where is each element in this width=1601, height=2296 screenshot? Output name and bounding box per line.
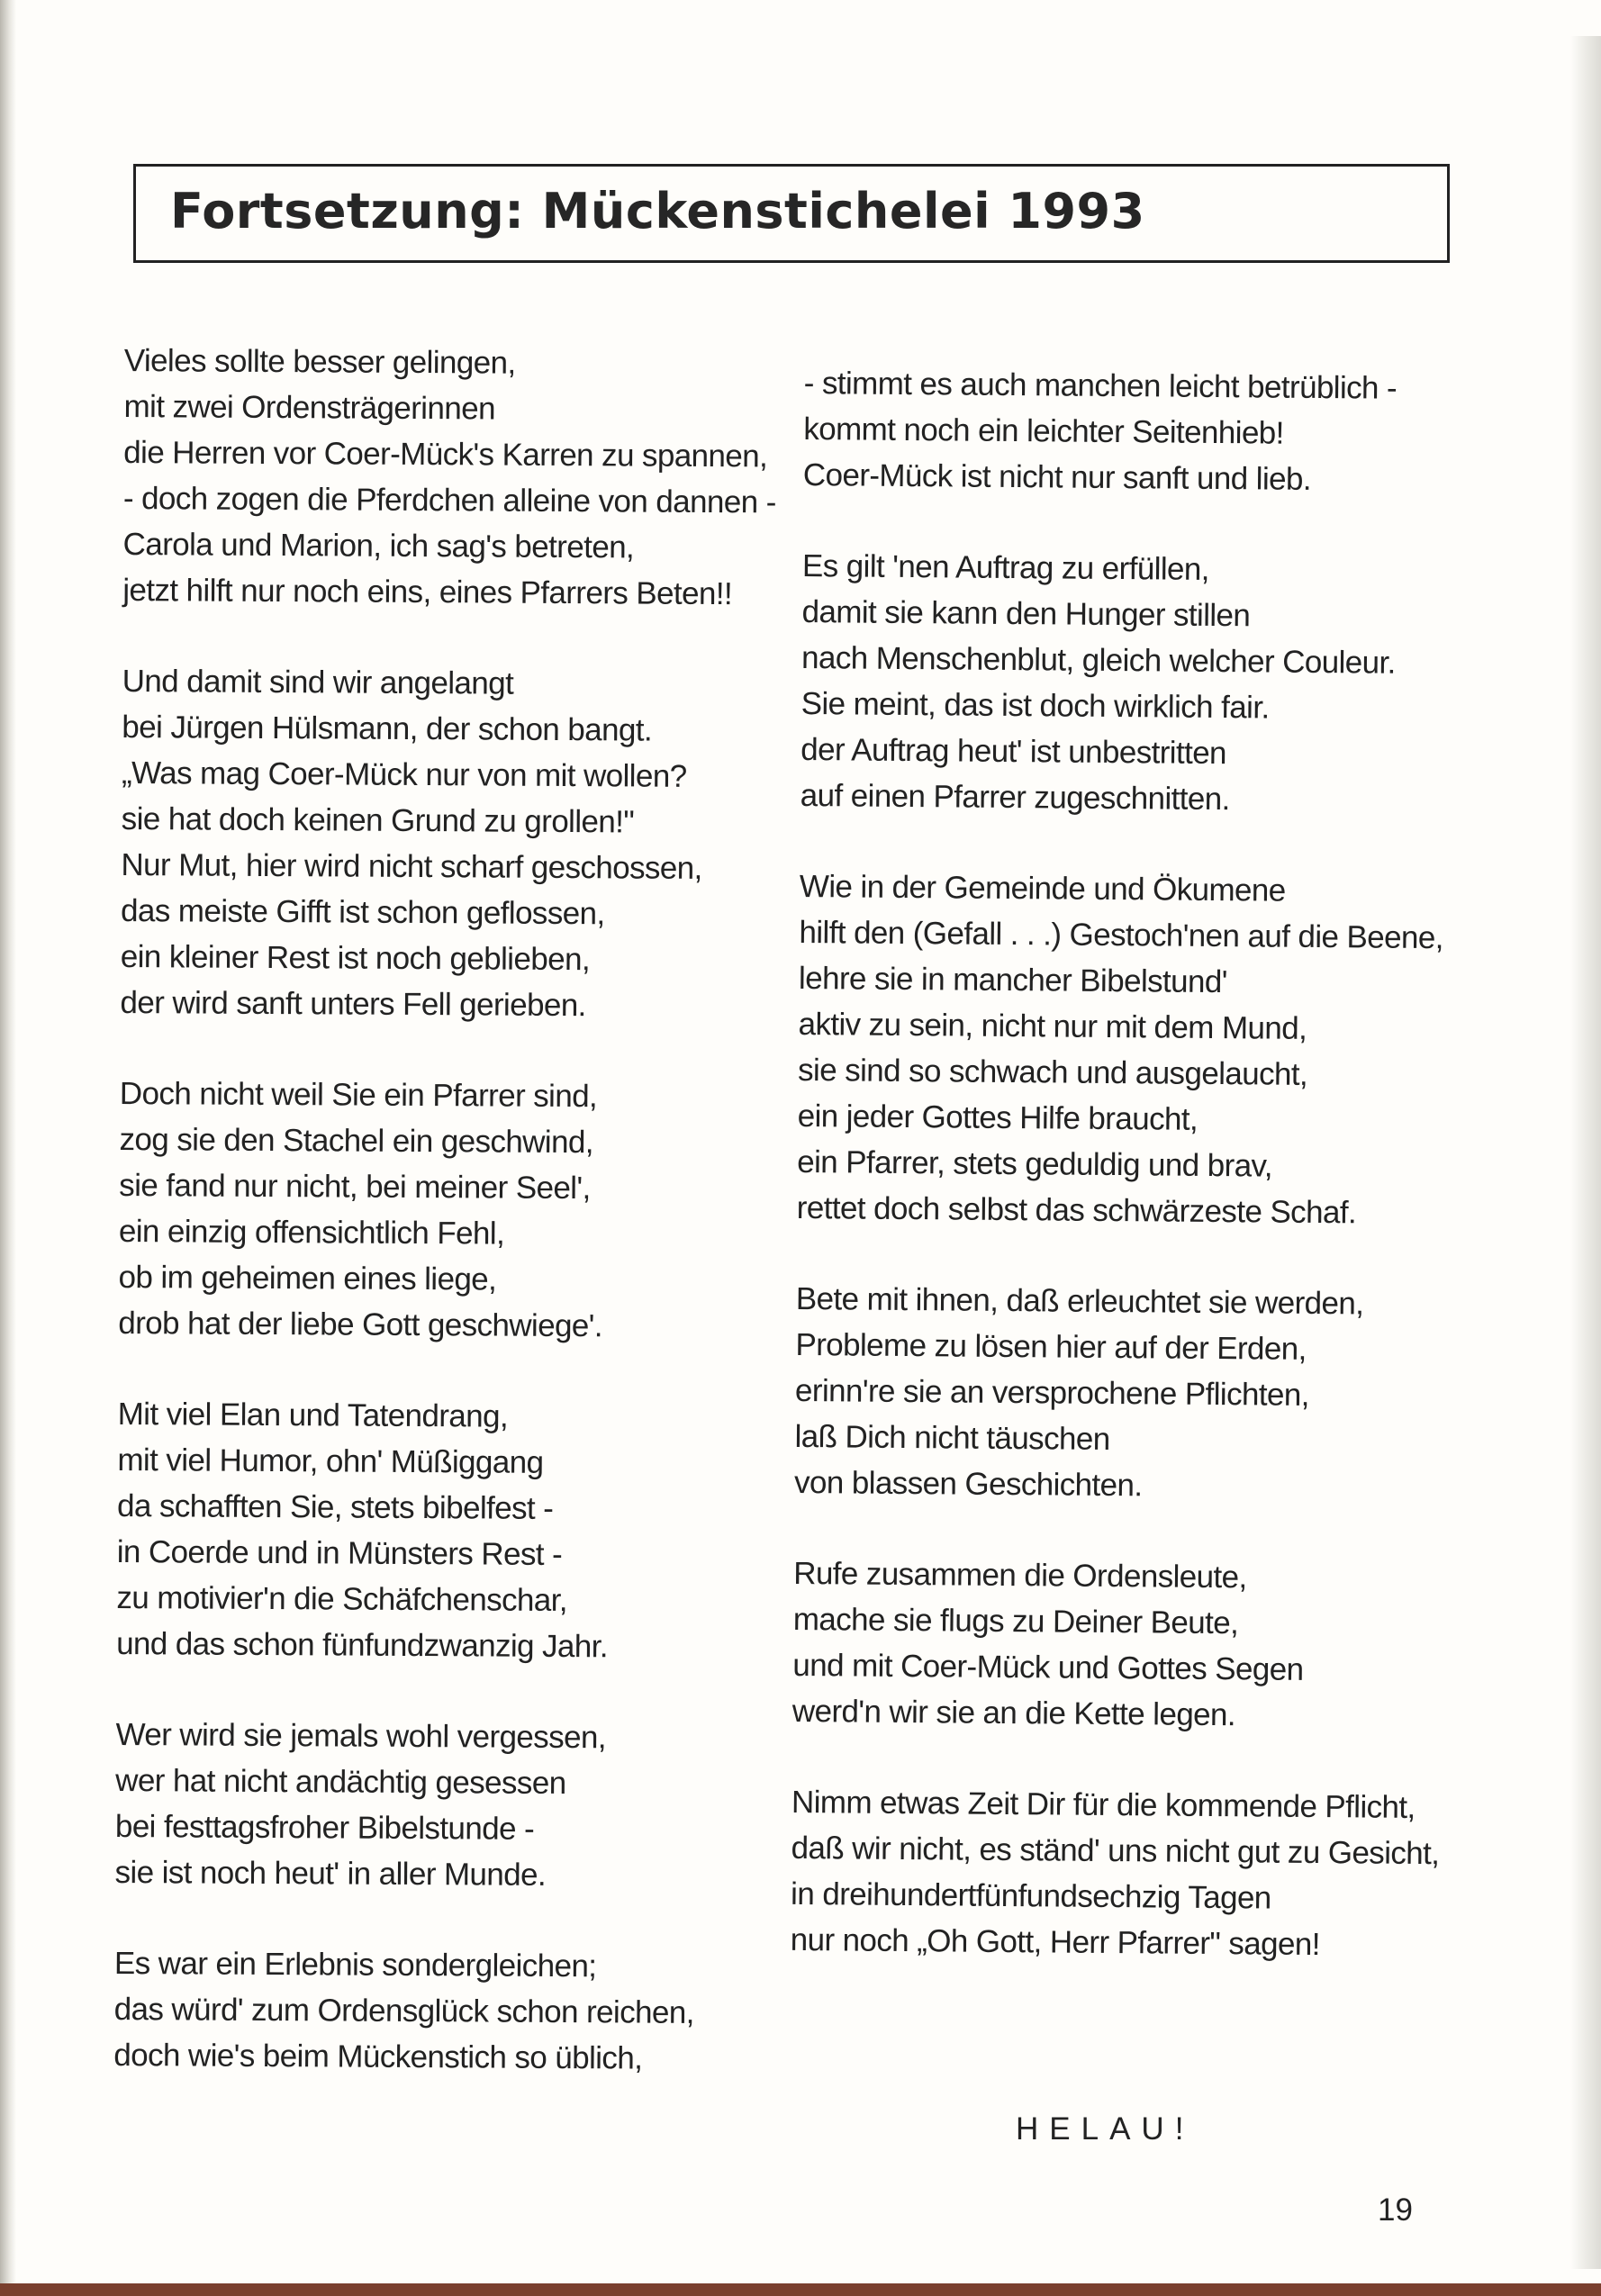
poem-stanza <box>803 360 1452 503</box>
poem-line: Carola und Marion, ich sag's betreten, <box>122 526 635 565</box>
page-spine-shadow <box>0 0 16 2296</box>
closing-exclamation: HELAU! <box>1016 2111 1195 2147</box>
poem-line: mit viel Humor, ohn' Müßiggang <box>117 1442 544 1480</box>
poem-line: Es war ein Erlebnis sondergleichen; <box>113 1945 597 1984</box>
poem-line: nur noch „Oh Gott, Herr Pfarrer" sagen! <box>790 1921 1321 1963</box>
poem-line: „Was mag Coer-Mück nur von mit wollen? <box>121 755 687 794</box>
poem-line: da schafften Sie, stets bibelfest - <box>116 1487 554 1526</box>
poem-line: daß wir nicht, es ständ' uns nicht gut zu Gesicht, <box>791 1830 1440 1872</box>
poem-line: drob hat der liebe Gott geschwiege'. <box>118 1305 603 1344</box>
poem-line: Vieles sollte besser gelingen, <box>123 342 516 381</box>
poem-line: Und damit sind wir angelangt <box>122 663 514 701</box>
poem-line: jetzt hilft nur noch eins, eines Pfarrers Beten!! <box>122 572 733 612</box>
poem-line: Sie meint, das ist doch wirklich fair. <box>800 685 1270 726</box>
poem-line: ob im geheimen eines liege, <box>118 1259 497 1297</box>
poem-stanza <box>113 1940 781 2083</box>
poem-line: das würd' zum Ordensglück schon reichen, <box>113 1991 694 2030</box>
poem-line: Es gilt 'nen Auftrag zu erfüllen, <box>801 547 1210 587</box>
poem-line: von blassen Geschichten. <box>793 1464 1143 1504</box>
poem-line: und das schon fünfundzwanzig Jahr. <box>116 1625 609 1665</box>
poem-line: die Herren vor Coer-Mück's Karren zu spannen, <box>123 434 768 475</box>
poem-line: nach Menschenblut, gleich welcher Couleur. <box>800 639 1396 681</box>
poem-line: wer hat nicht andächtig gesessen <box>115 1762 566 1802</box>
poem-line: hilft den (Gefall . . .) Gestoch'nen auf die Beene, <box>799 914 1444 956</box>
poem-line: auf einen Pfarrer zugeschnitten. <box>800 777 1230 818</box>
poem-line: damit sie kann den Hunger stillen <box>801 593 1251 634</box>
poem-line: zog sie den Stachel ein geschwind, <box>119 1121 594 1161</box>
poem-stanza <box>120 658 788 1030</box>
page-number: 19 <box>1378 2192 1413 2228</box>
poem-line: sie hat doch keinen Grund zu grollen!" <box>121 800 635 840</box>
poem-line: und mit Coer-Mück und Gottes Segen <box>792 1647 1304 1687</box>
poem-line: mit zwei Ordensträgerinnen <box>123 388 496 427</box>
poem-line: Bete mit ihnen, daß erleuchtet sie werden, <box>795 1280 1364 1322</box>
page-edge-shadow <box>1570 36 1601 2269</box>
poem-line: lehre sie in mancher Bibelstund' <box>798 960 1227 1000</box>
poem-stanza <box>118 1071 786 1351</box>
poem-stanza <box>114 1712 782 1900</box>
poem-line: der wird sanft unters Fell gerieben. <box>120 984 586 1024</box>
poem-line: ein Pfarrer, stets geduldig und brav, <box>797 1143 1273 1184</box>
poem-line: sie ist noch heut' in aller Munde. <box>114 1854 547 1893</box>
poem-stanza <box>800 543 1452 824</box>
poem-line: Nimm etwas Zeit Dir für die kommende Pflicht, <box>791 1784 1416 1825</box>
poem-line: bei Jürgen Hülsmann, der schon bangt. <box>122 709 653 748</box>
poem-line: kommt noch ein leichter Seitenhieb! <box>803 411 1284 451</box>
poem-line: werd'n wir sie an die Kette legen. <box>791 1693 1236 1733</box>
poem-line: ein kleiner Rest ist noch geblieben, <box>120 938 591 978</box>
poem-line: Wie in der Gemeinde und Ökumene <box>799 868 1286 908</box>
title-box <box>133 164 1450 263</box>
poem-line: Mit viel Elan und Tatendrang, <box>117 1396 509 1434</box>
poem-line: sie sind so schwach und ausgelaucht, <box>797 1052 1308 1092</box>
page-title: Fortsetzung: Mückenstichelei 1993 <box>170 183 1145 240</box>
poem-line: Coer-Mück ist nicht nur sanft und lieb. <box>802 456 1312 497</box>
poem-line: ein jeder Gottes Hilfe braucht, <box>797 1098 1198 1137</box>
right-poem-column <box>790 360 1452 2013</box>
poem-line: Probleme zu lösen hier auf der Erden, <box>795 1326 1307 1367</box>
poem-line: das meiste Gifft ist schon geflossen, <box>120 892 605 932</box>
poem-line: Nur Mut, hier wird nicht scharf geschossen, <box>121 846 702 886</box>
poem-stanza <box>792 1550 1443 1740</box>
poem-line: mache sie flugs zu Deiner Beute, <box>792 1601 1239 1641</box>
poem-line: in Coerde und in Münsters Rest - <box>116 1533 563 1572</box>
poem-line: - doch zogen die Pferdchen alleine von dannen - <box>122 480 776 520</box>
poem-line: sie fand nur nicht, bei meiner Seel', <box>119 1167 591 1207</box>
poem-line: - stimmt es auch manchen leicht betrüblich - <box>803 365 1397 406</box>
poem-line: erinn're sie an versprochene Pflichten, <box>794 1372 1310 1413</box>
poem-stanza <box>122 338 791 618</box>
poem-stanza <box>794 1276 1444 1511</box>
poem-stanza <box>116 1391 784 1671</box>
poem-line: der Auftrag heut' ist unbestritten <box>800 731 1227 772</box>
poem-line: in dreihundertfünfundsechzig Tagen <box>790 1876 1271 1916</box>
poem-line: aktiv zu sein, nicht nur mit dem Mund, <box>798 1006 1307 1046</box>
poem-line: Wer wird sie jemals wohl vergessen, <box>115 1716 607 1756</box>
poem-stanza <box>790 1779 1440 1968</box>
left-poem-column <box>113 338 791 2127</box>
poem-line: ein einzig offensichtlich Fehl, <box>118 1213 505 1252</box>
page-bottom-edge <box>0 2283 1601 2296</box>
poem-line: Doch nicht weil Sie ein Pfarrer sind, <box>119 1075 598 1115</box>
poem-line: doch wie's beim Mückenstich so üblich, <box>113 2037 643 2076</box>
poem-line: laß Dich nicht täuschen <box>794 1418 1110 1458</box>
poem-stanza <box>797 863 1449 1236</box>
poem-line: Rufe zusammen die Ordensleute, <box>793 1555 1247 1595</box>
poem-line: zu motivier'n die Schäfchenschar, <box>116 1579 568 1619</box>
poem-line: bei festtagsfroher Bibelstunde - <box>114 1808 535 1847</box>
poem-line: rettet doch selbst das schwärzeste Schaf. <box>796 1189 1357 1231</box>
